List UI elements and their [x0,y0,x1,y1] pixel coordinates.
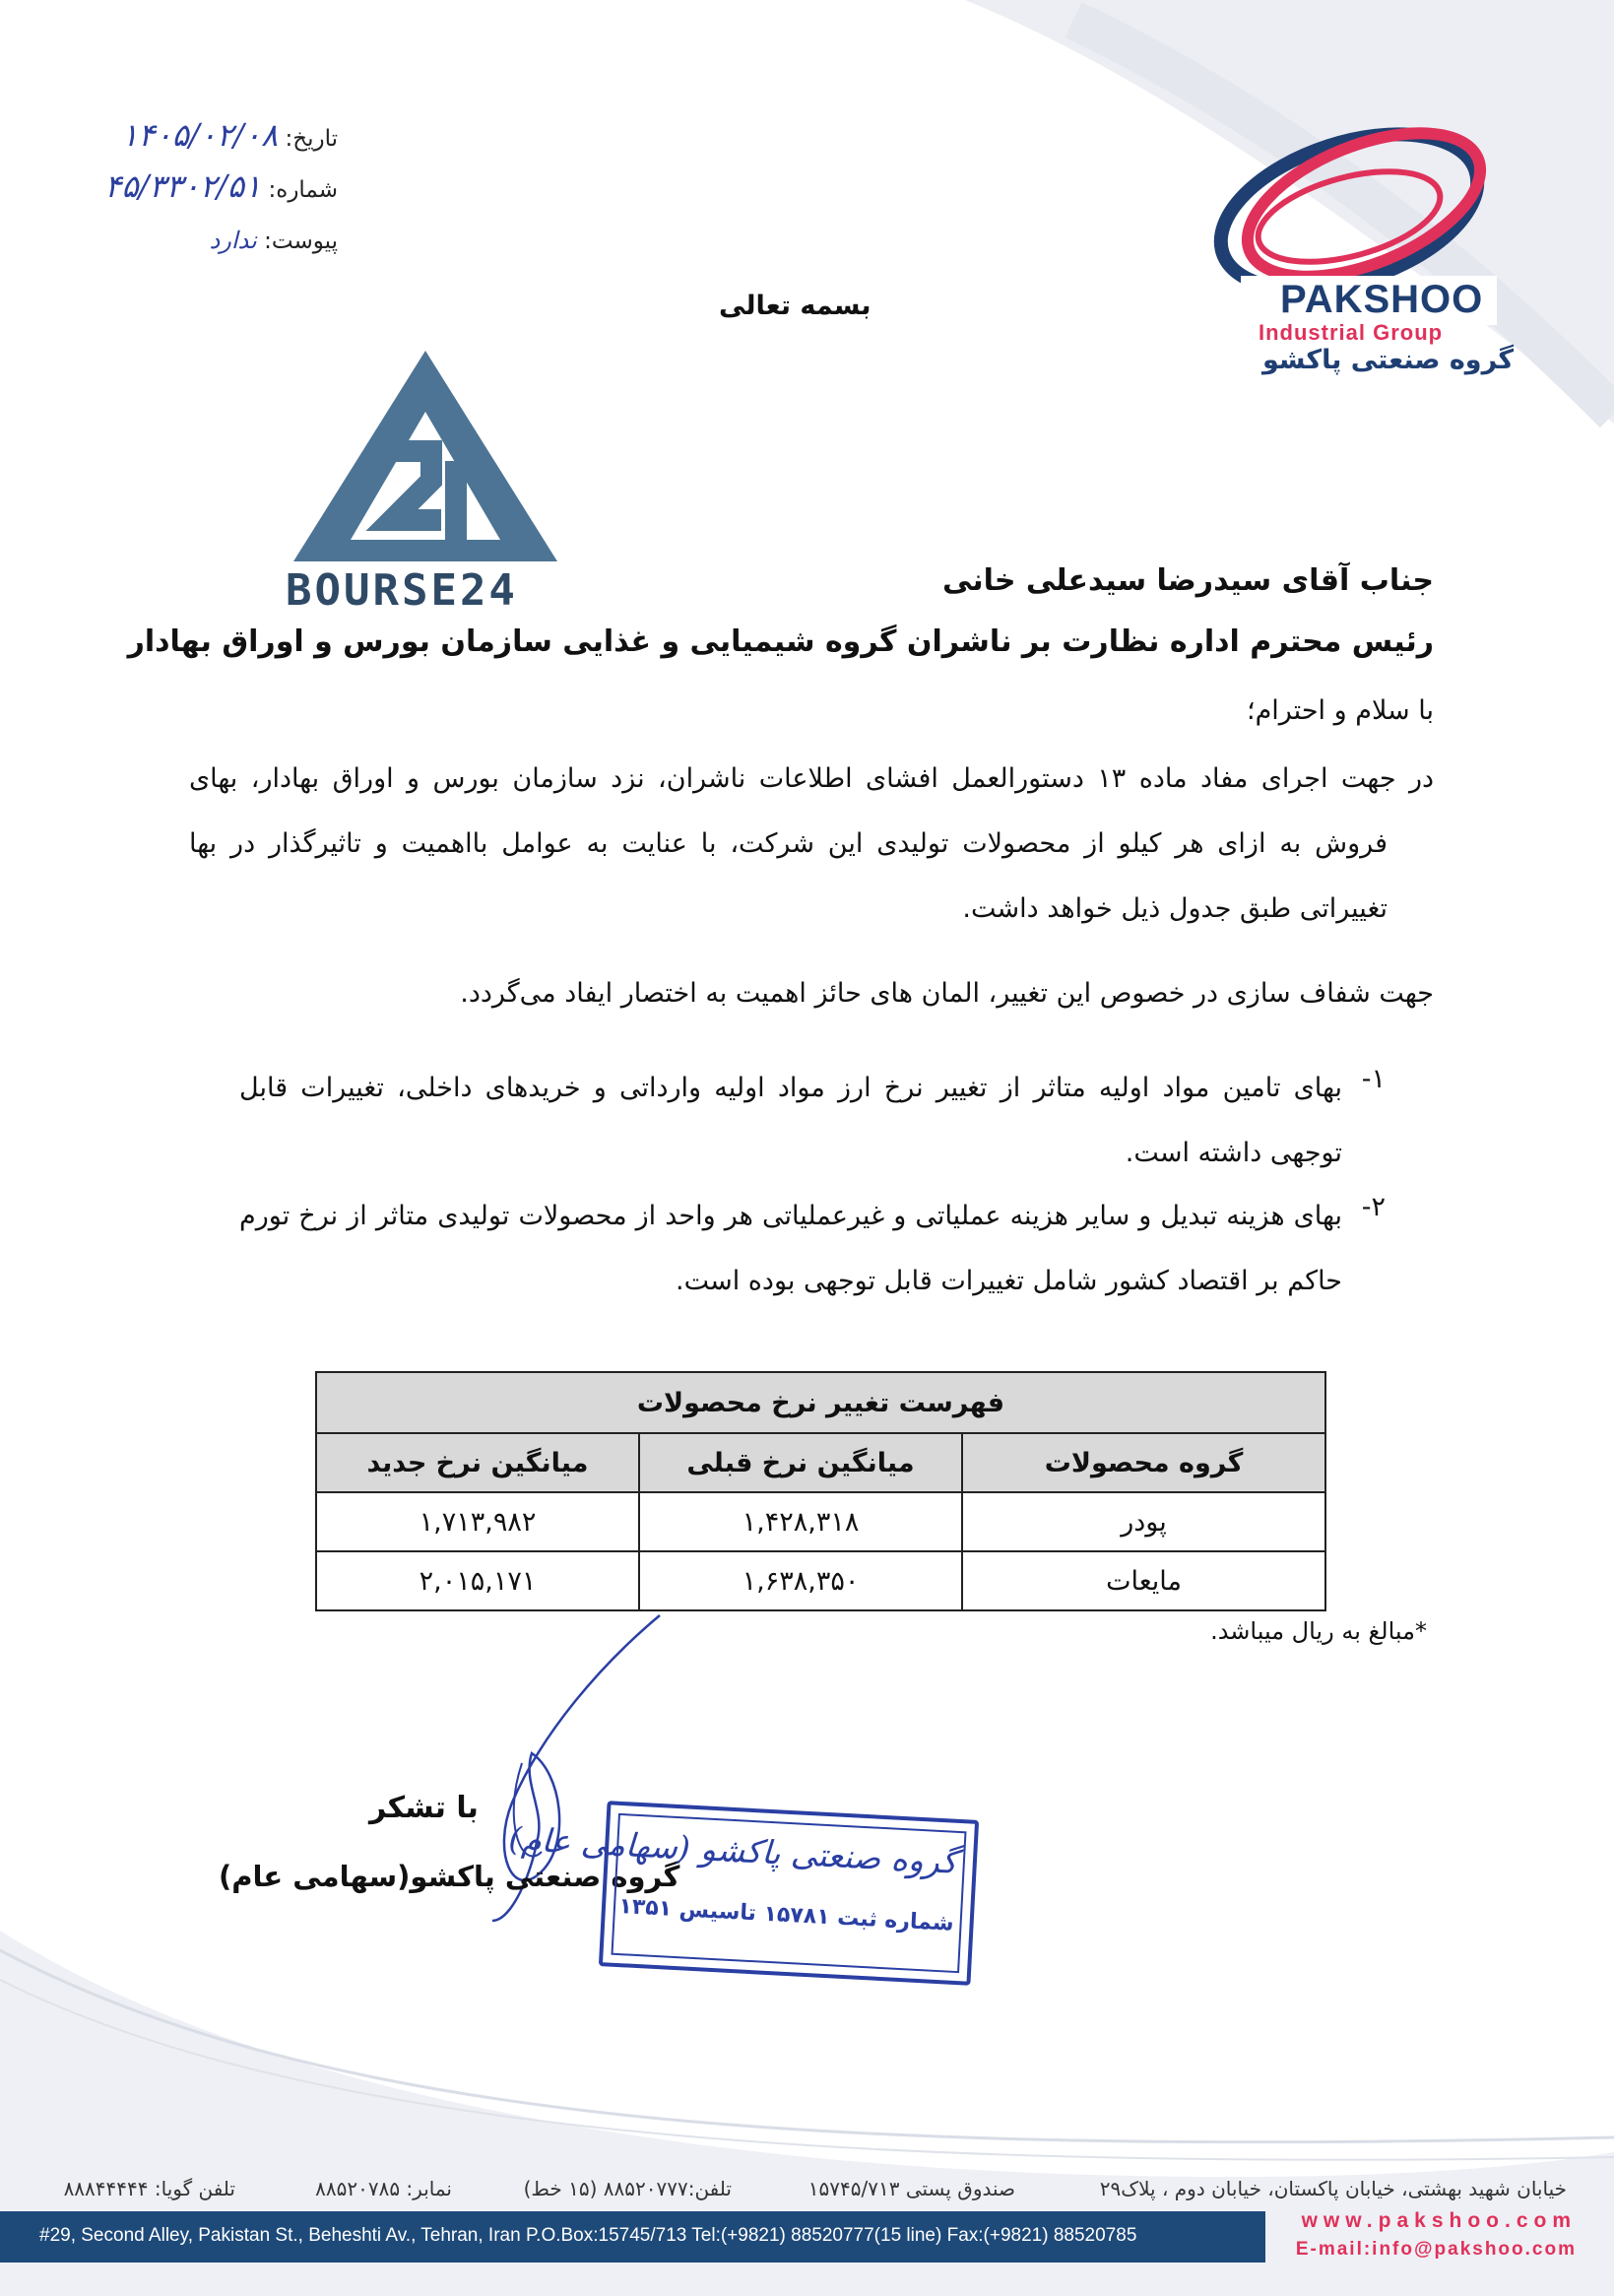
date-label: تاریخ: [285,126,338,152]
date-row [121,116,338,154]
bourse24-triangle-icon [284,343,567,569]
rates-table [315,1371,1326,1611]
stamp-line-1: گروه صنعتی پاکشو (سهامی عام) [507,1819,958,1881]
list-item-text: بهای هزینه تبدیل و سایر هزینه عملیاتی و غیرعملیاتی هر واحد از محصولات تولیدی متاثر از نرخ تورم حاکم بر اقتصاد کشور شامل تغییرات قابل توجهی بوده است. [239,1201,1342,1296]
addressee-name: جناب آقای سیدرضا سیدعلی خانی [941,563,1434,598]
table-caption: فهرست تغییر نرخ محصولات [316,1372,1325,1433]
attachment-label: پیوست: [264,229,338,254]
column-header: گروه محصولات [962,1433,1325,1492]
table-row [316,1551,1325,1610]
footer-voice-fa: تلفن گویا: ۸۸۸۴۴۴۴۴ [63,2177,235,2200]
number-row [104,167,338,205]
paragraph-1: در جهت اجرای مفاد ماده ۱۳ دستورالعمل افشای اطلاعات ناشران، نزد سازمان بورس و اوراق بهادار، بهای فروش به ازای هر کیلو از محصولات تولیدی این شرکت، با عنایت به عوامل بااهمیت و تاثیرگذار در بها تغییراتی طبق جدول ذیل خواهد داشت. [189,763,1435,924]
logo-name-en: PAKSHOO [1280,278,1484,321]
logo-name-fa: گروه صنعتی پاکشو [1262,345,1515,375]
stamp-line-2: شماره ثبت ۱۵۷۸۱ تاسیس ۱۳۵۱ [617,1894,955,1936]
footer-email: E-mail:info@pakshoo.com [1295,2239,1577,2260]
table-cell: ۱,۴۲۸,۳۱۸ [639,1492,962,1551]
logo-subtitle-en: Industrial Group [1259,320,1444,345]
bismillah-heading: بسمه تعالی [719,291,872,321]
list-item-number: ۱- [1361,1064,1386,1094]
paragraph-2: جهت شفاف سازی در خصوص این تغییر، المان های حائز اهمیت به اختصار ایفاد می‌گردد. [460,978,1434,1009]
list-item-text: بهای تامین مواد اولیه متاثر از تغییر نرخ ارز مواد اولیه وارداتی و خریدهای داخلی، تغییرات قابل توجهی داشته است. [239,1073,1342,1168]
closing-company: گروه صنعتی پاکشو(سهامی عام) [219,1860,680,1893]
footer-website: www.pakshoo.com [1301,2209,1577,2232]
footer-tel-fa: تلفن:۸۸۵۲۰۷۷۷ (۱۵ خط) [523,2177,732,2200]
bourse24-text: BOURSE24 [286,565,518,616]
column-header: میانگین نرخ قبلی [639,1433,962,1492]
closing-thanks: با تشکر [369,1791,479,1825]
footer-fax-fa: نمابر: ۸۸۵۲۰۷۸۵ [315,2177,452,2200]
table-cell: ۲,۰۱۵,۱۷۱ [316,1551,639,1610]
addressee-title: رئیس محترم اداره نظارت بر ناشران گروه شیمیایی و غذایی سازمان بورس و اوراق بهادار [127,624,1434,659]
table-cell: ۱,۷۱۳,۹۸۲ [316,1492,639,1551]
table-header-row [316,1433,1325,1492]
footer-pobox-fa: صندوق پستی ۱۵۷۴۵/۷۱۳ [807,2177,1015,2200]
currency-note: *مبالغ به ریال میباشد. [1210,1617,1427,1645]
date-value: ۱۴۰۵/۰۲/۰۸ [121,116,279,154]
number-value: ۴۵/۳۳۰۲/۵۱ [104,167,262,205]
company-stamp [507,1801,979,1986]
table-cell: پودر [962,1492,1325,1551]
table-cell: مایعات [962,1551,1325,1610]
column-header: میانگین نرخ جدید [316,1433,639,1492]
list-item-number: ۲- [1361,1192,1386,1222]
table-row [316,1492,1325,1551]
table-caption-row [316,1372,1325,1433]
footer-address-en: #29, Second Alley, Pakistan St., Beheshti Av., Tehran, Iran P.O.Box:15745/713 Tel:(+9821) 88520777(15 line) Fax:(+9821) 88520785 [39,2225,1137,2246]
greeting: با سلام و احترام؛ [1246,695,1434,726]
table-cell: ۱,۶۳۸,۳۵۰ [639,1551,962,1610]
attachment-value: ندارد [209,227,257,254]
number-label: شماره: [268,177,338,203]
footer-address-fa: خیابان شهید بهشتی، خیابان پاکستان، خیابان دوم ، پلاک۲۹ [1099,2177,1567,2200]
attachment-row [210,227,338,254]
